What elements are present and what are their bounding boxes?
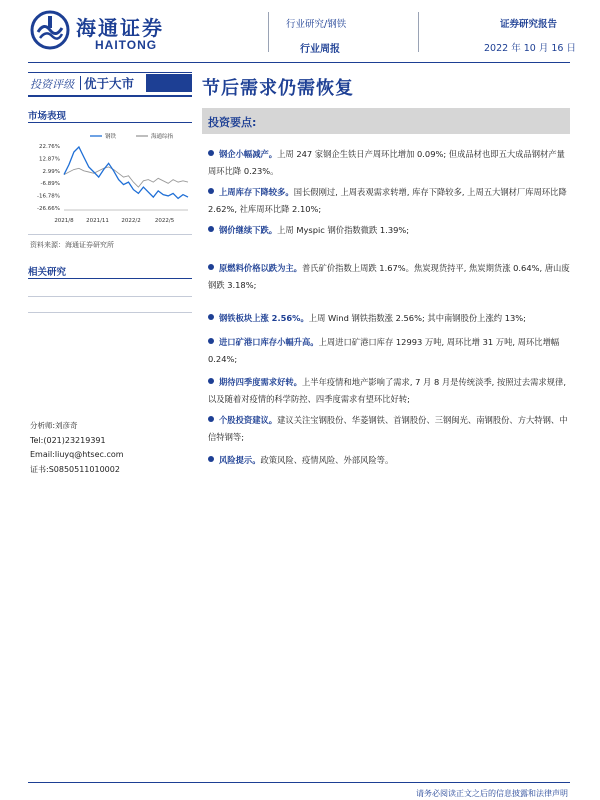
x-tick-label: 2022/2: [121, 218, 141, 224]
analyst-tel: Tel:(021)23219391: [30, 436, 106, 445]
list-item: 钢价继续下跌。上周 Myspic 钢价指数微跌 1.39%;: [208, 222, 570, 239]
related-title: 相关研究: [28, 267, 67, 278]
y-tick-label: 2.99%: [42, 168, 60, 175]
bullet-icon: [208, 226, 214, 232]
report-category: 行业研究/钢铁: [286, 19, 347, 30]
series-line: [64, 147, 188, 198]
list-item: 进口矿港口库存小幅升高。上周进口矿港口库存 12993 万吨, 周环比增 31 万吨, 周环比增幅 0.24%;: [208, 337, 560, 364]
footer-rule: [28, 782, 570, 783]
y-tick-label: 12.87%: [39, 156, 60, 163]
list-item: 风险提示。政策风险、疫情风险、外部风险等。: [208, 452, 570, 469]
rating-bar: [146, 74, 192, 92]
bullet-icon: [208, 264, 214, 270]
header-rule: [28, 62, 570, 63]
analyst-cert: 证书:S0850511010002: [30, 465, 120, 474]
keypoints-bar: [202, 108, 570, 134]
x-tick-label: 2021/11: [86, 218, 109, 224]
keypoints-title: 投资要点:: [208, 116, 257, 129]
legend-label: 海通综指: [151, 134, 174, 140]
bullet-icon: [208, 416, 214, 422]
footer-disclaimer[interactable]: 请务必阅读正文之后的信息披露和法律声明: [416, 789, 568, 798]
logo-chinese: 海通证券: [76, 16, 164, 40]
analyst-name: 分析师:刘彦奇: [30, 421, 78, 430]
market-rule: [28, 122, 192, 123]
list-item: 上周库存下降较多。国长假刚过, 上周表观需求转增, 库存下降较多, 上周五大钢材厂库周环比降 2.62%, 社库周环比降 2.10%;: [208, 187, 567, 214]
header-divider: [418, 12, 419, 52]
market-title: 市场表现: [28, 111, 67, 122]
bullet-icon: [208, 338, 214, 344]
y-tick-label: -6.89%: [40, 181, 60, 188]
series-label: 证券研究报告: [500, 19, 558, 30]
list-item: 个股投资建议。建议关注宝钢股份、华菱钢铁、首钢股份、三钢闽光、南钢股份、方大特钢、中信特钢等;: [208, 415, 568, 442]
related-rule: [28, 278, 192, 279]
list-item: 原燃料价格以跌为主。普氏矿价指数上周跌 1.67%。焦炭现货持平, 焦炭期货涨 0.64%, 唐山废钢跌 3.18%;: [208, 263, 570, 290]
bullet-icon: [208, 150, 214, 156]
y-tick-label: 22.76%: [39, 144, 60, 150]
bullet-icon: [208, 314, 214, 320]
list-item: 期待四季度需求好转。上半年疫情和地产影响了需求, 7 月 8 月是传统淡季, 按照过去需求规律, 以及随着对疫情的科学防控、四季度需求有望环比好转;: [208, 377, 566, 404]
logo-english: HAITONG: [95, 38, 158, 52]
chart-rule: [28, 234, 192, 235]
bullet-icon: [208, 378, 214, 384]
rating-value: 优于大市: [84, 76, 135, 91]
header-divider: [268, 12, 269, 52]
related-line: [28, 296, 192, 297]
x-tick-label: 2022/5: [154, 218, 175, 224]
bullet-icon: [208, 456, 214, 462]
report-title: 节后需求仍需恢复: [202, 78, 354, 99]
y-tick-label: -26.66%: [37, 206, 60, 212]
y-tick-label: -16.78%: [37, 193, 60, 200]
x-tick-label: 2021/8: [54, 218, 74, 224]
related-line: [28, 312, 192, 313]
rating-label: 投资评级: [30, 78, 74, 91]
list-item: 钢铁板块上涨 2.56%。上周 Wind 钢铁指数涨 2.56%; 其中南钢股份上涨约 13%;: [208, 310, 570, 327]
legend-label: 钢铁: [105, 134, 117, 140]
market-chart: [28, 128, 192, 228]
series-line: [64, 167, 188, 187]
report-date: 2022 年 10 月 16 日: [484, 43, 576, 54]
rating-divider: [80, 76, 81, 90]
bullet-icon: [208, 188, 214, 194]
analyst-email[interactable]: Email:liuyq@htsec.com: [30, 450, 124, 459]
list-item: 钢企小幅减产。上周 247 家钢企生铁日产周环比增加 0.09%; 但成品材也即五大成品钢材产量周环比降 0.23%。: [208, 149, 565, 176]
haitong-logo-icon: [30, 10, 70, 50]
report-type: 行业周报: [300, 44, 340, 55]
chart-source: 资料来源：海通证券研究所: [30, 241, 114, 249]
